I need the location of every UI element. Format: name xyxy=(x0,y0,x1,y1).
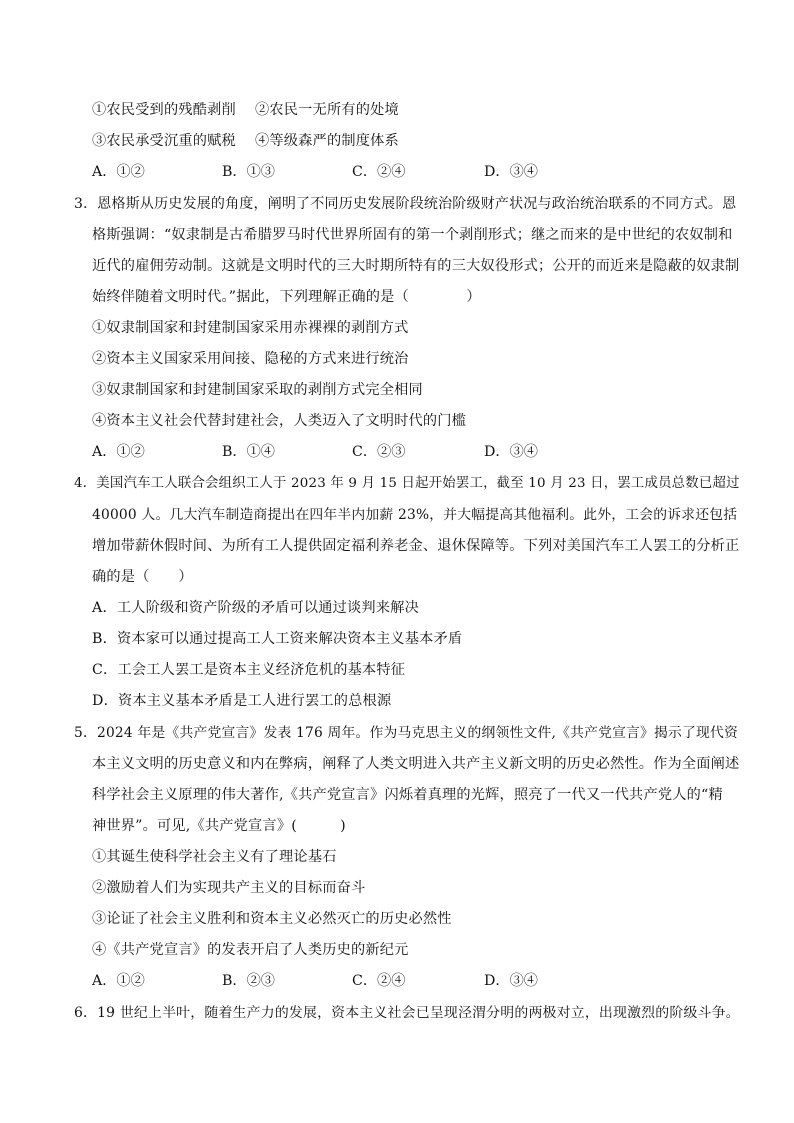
question-stem-line: 40000 人。几大汽车制造商提出在四年半内加薪 23%，并大幅提高其他福利。此外，工会的诉求还包括 xyxy=(92,507,738,523)
choice-2: ②农民一无所有的处境 xyxy=(255,102,399,118)
question-stem-line: 本主义文明的历史意义和内在弊病，阐释了人类文明进入共产主义新文明的历史必然性。作为全面阐述 xyxy=(92,756,740,772)
question-stem-line: 增加带薪休假时间、为所有工人提供固定福利养老金、退休保障等。下列对美国汽车工人罢工的分析正 xyxy=(92,538,740,554)
option-d: D．资本主义基本矛盾是工人进行罢工的总根源 xyxy=(92,693,392,709)
question-stem-line: 3．恩格斯从历史发展的角度，阐明了不同历史发展阶段统治阶级财产状况与政治统治联系的不同方式。恩 xyxy=(74,196,737,212)
option-b: B．①③ xyxy=(222,164,275,180)
question-stem-line: 始终伴随着文明时代。”据此，下列理解正确的是（ ） xyxy=(92,289,481,305)
option-c: C．②③ xyxy=(352,444,406,460)
question-stem-line: 5．2024 年是《共产党宣言》发表 176 周年。作为马克思主义的纲领性文件,《共产党宣言》揭示了现代资 xyxy=(74,725,739,741)
option-a: A．①② xyxy=(92,973,145,989)
option-b: B．②③ xyxy=(222,973,275,989)
choice-3: ③奴隶制国家和封建制国家采取的剥削方式完全相同 xyxy=(92,382,423,398)
question-stem-line: 近代的雇佣劳动制。这就是文明时代的三大时期所特有的三大奴役形式；公开的而近来是隐蔽的奴隶制 xyxy=(92,258,740,274)
question-stem-line: 神世界”。可见,《共产党宣言》( ) xyxy=(92,818,346,834)
option-d: D．③④ xyxy=(484,164,538,180)
option-a: A．工人阶级和资产阶级的矛盾可以通过谈判来解决 xyxy=(92,600,419,616)
question-stem-line: 科学社会主义原理的伟大著作,《共产党宣言》闪烁着真理的光辉，照亮了一代又一代共产党人的“精 xyxy=(92,787,723,803)
question-stem-line: 格斯强调：“奴隶制是古希腊罗马时代世界所固有的第一个剥削形式；继之而来的是中世纪的农奴制和 xyxy=(92,227,733,243)
option-b: B．资本家可以通过提高工人工资来解决资本主义基本矛盾 xyxy=(92,631,463,647)
choice-2: ②激励着人们为实现共产主义的目标而奋斗 xyxy=(92,880,366,896)
option-b: B．①④ xyxy=(222,444,275,460)
choice-3: ③农民承受沉重的赋税 xyxy=(92,133,236,149)
choice-4: ④资本主义社会代替封建社会，人类迈入了文明时代的门槛 xyxy=(92,413,467,429)
choice-3: ③论证了社会主义胜利和资本主义必然灭亡的历史必然性 xyxy=(92,911,452,927)
choice-1: ①奴隶制国家和封建制国家采用赤裸裸的剥削方式 xyxy=(92,320,409,336)
choice-4: ④《共产党宣言》的发表开启了人类历史的新纪元 xyxy=(92,942,409,958)
choice-2: ②资本主义国家采用间接、隐秘的方式来进行统治 xyxy=(92,351,409,367)
option-c: C．②④ xyxy=(352,973,406,989)
choice-1: ①农民受到的残酷剥削 xyxy=(92,102,236,118)
option-a: A．①② xyxy=(92,444,145,460)
option-d: D．③④ xyxy=(484,444,538,460)
option-d: D．③④ xyxy=(484,973,538,989)
option-c: C．②④ xyxy=(352,164,406,180)
question-stem-line: 4．美国汽车工人联合会组织工人于 2023 年 9 月 15 日起开始罢工，截至 10 月 23 日，罢工成员总数已超过 xyxy=(74,476,740,491)
choice-1: ①其诞生使科学社会主义有了理论基石 xyxy=(92,849,337,865)
choice-4: ④等级森严的制度体系 xyxy=(255,133,399,149)
option-c: C．工会工人罢工是资本主义经济危机的基本特征 xyxy=(92,662,406,678)
question-stem-line: 确的是（ ） xyxy=(92,569,193,585)
option-a: A．①② xyxy=(92,164,145,180)
question-stem-line: 6．19 世纪上半叶，随着生产力的发展，资本主义社会已呈现泾渭分明的两极对立，出现激烈的阶级斗争。 xyxy=(74,1005,740,1021)
